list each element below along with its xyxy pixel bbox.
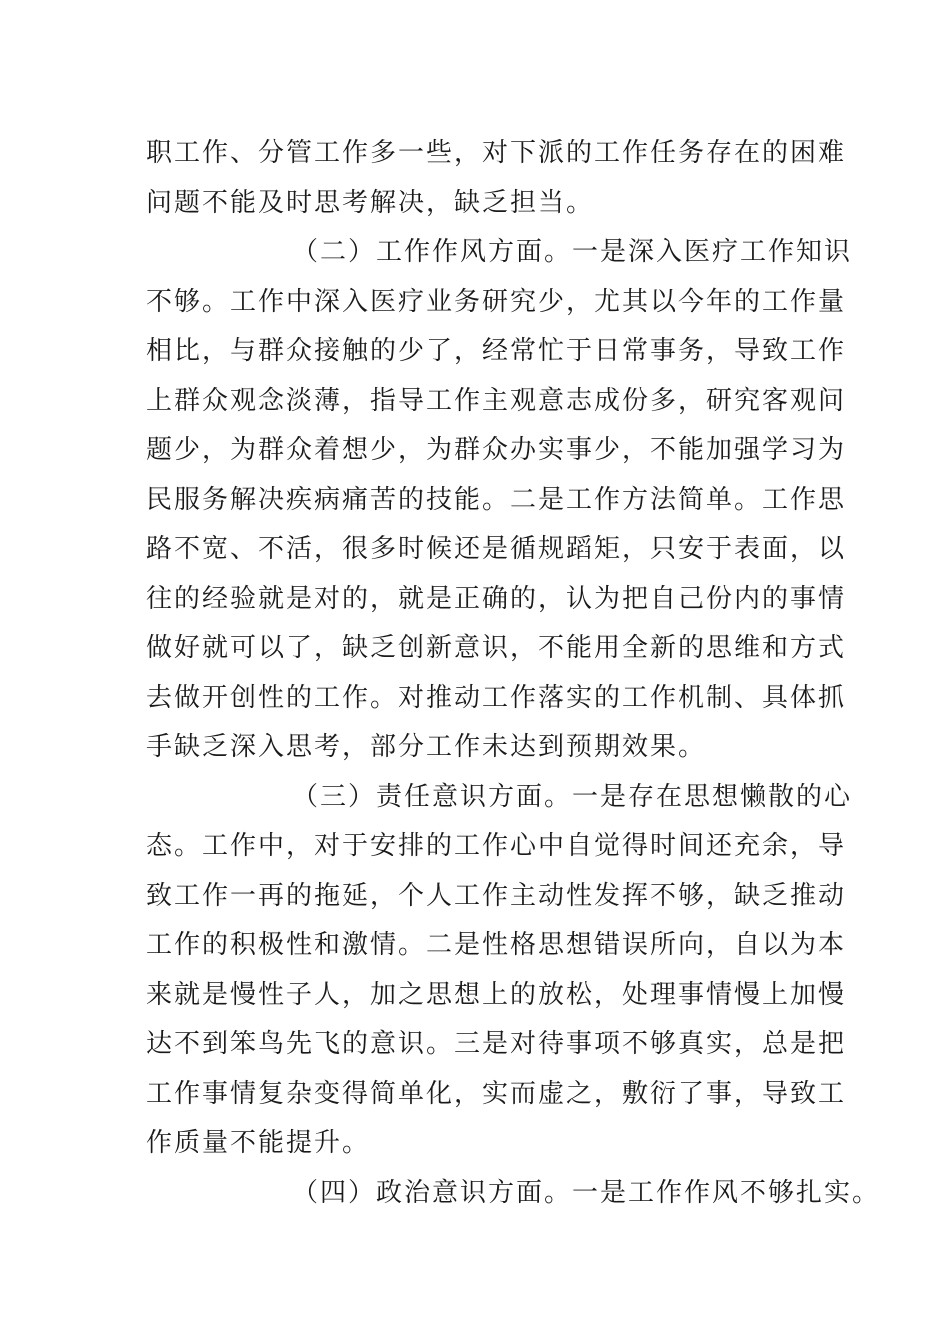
- text-line-17: 工作的积极性和激情。二是性格思想错误所向，自以为本: [146, 930, 847, 960]
- text-line-18: 来就是慢性子人，加之思想上的放松，处理事情慢上加慢: [146, 980, 847, 1010]
- text-line-20: 工作事情复杂变得简单化，实而虚之，敷衍了事，导致工: [146, 1079, 847, 1109]
- text-line-10: 往的经验就是对的，就是正确的，认为把自己份内的事情: [146, 584, 847, 614]
- section-heading-4: （四）政治意识方面。一是工作作风不够扎实。: [292, 1178, 881, 1208]
- text-line-11: 做好就可以了，缺乏创新意识，不能用全新的思维和方式: [146, 633, 847, 663]
- text-line-16: 致工作一再的拖延，个人工作主动性发挥不够，缺乏推动: [146, 881, 847, 911]
- text-line-7: 题少，为群众着想少，为群众办实事少，不能加强学习为: [146, 435, 847, 465]
- text-line-9: 路不宽、不活，很多时候还是循规蹈矩，只安于表面，以: [146, 534, 847, 564]
- text-line-5: 相比，与群众接触的少了，经常忙于日常事务，导致工作: [146, 336, 847, 366]
- text-line-2: 问题不能及时思考解决，缺乏担当。: [146, 188, 595, 218]
- text-line-4: 不够。工作中深入医疗业务研究少，尤其以今年的工作量: [146, 287, 847, 317]
- section-heading-3: （三）责任意识方面。一是存在思想懒散的心: [292, 782, 853, 812]
- section-heading-2: （二）工作作风方面。一是深入医疗工作知识: [292, 237, 853, 267]
- text-line-1: 职工作、分管工作多一些，对下派的工作任务存在的困难: [146, 138, 847, 168]
- text-line-15: 态。工作中，对于安排的工作心中自觉得时间还充余，导: [146, 831, 847, 861]
- text-line-21: 作质量不能提升。: [146, 1128, 371, 1158]
- text-line-12: 去做开创性的工作。对推动工作落实的工作机制、具体抓: [146, 683, 847, 713]
- text-line-13: 手缺乏深入思考，部分工作未达到预期效果。: [146, 732, 707, 762]
- text-line-6: 上群众观念淡薄，指导工作主观意志成份多，研究客观问: [146, 386, 847, 416]
- text-line-8: 民服务解决疾病痛苦的技能。二是工作方法简单。工作思: [146, 485, 847, 515]
- text-line-19: 达不到笨鸟先飞的意识。三是对待事项不够真实，总是把: [146, 1029, 847, 1059]
